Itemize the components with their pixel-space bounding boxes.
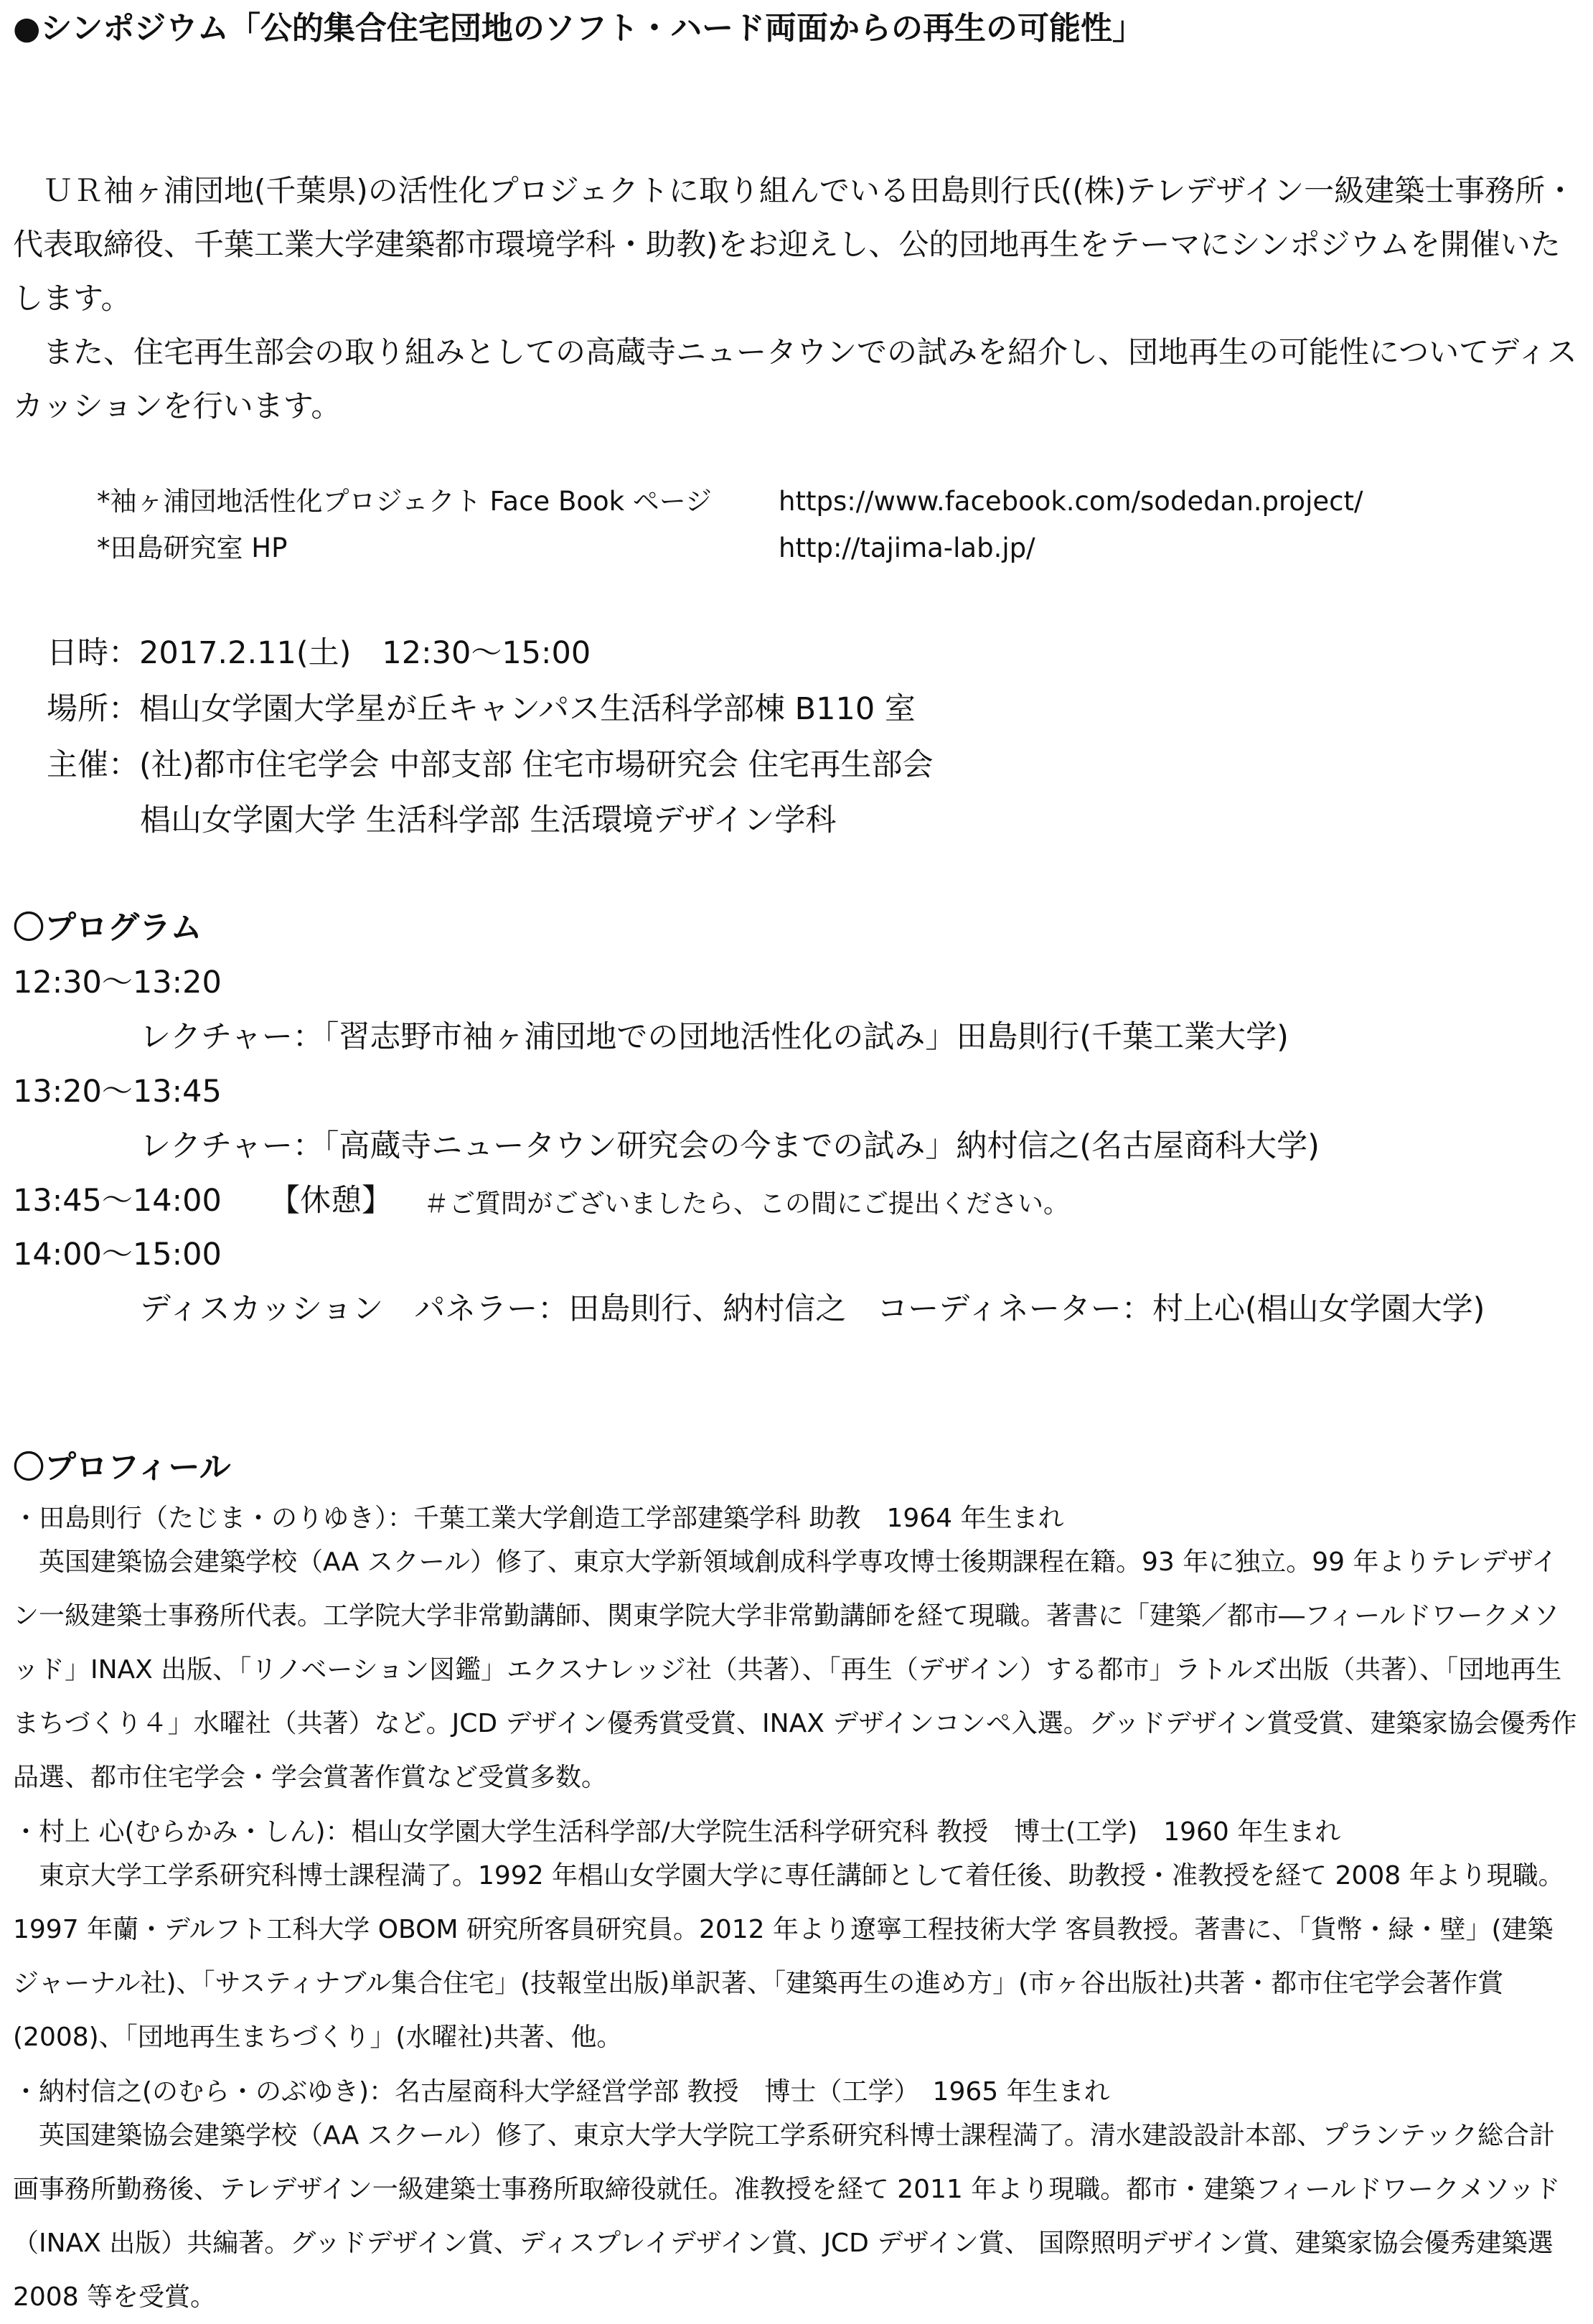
event-organizer: 主催：(社)都市住宅学会 中部支部 住宅市場研究会 住宅再生部会 — [47, 747, 934, 783]
facebook-link-url[interactable]: https://www.facebook.com/sodedan.project/ — [779, 486, 1363, 517]
intro-paragraph-2: また、住宅再生部会の取り組みとしての高蔵寺ニュータウンでの試みを紹介し、団地再生の可能性についてディスカッションを行います。 — [13, 334, 1577, 423]
lab-link-url[interactable]: http://tajima-lab.jp/ — [779, 533, 1035, 563]
lab-link-label: *田島研究室 HP — [97, 533, 288, 563]
program-item-1: レクチャー：「習志野市袖ヶ浦団地での団地活性化の試み」田島則行(千葉工業大学) — [140, 1019, 1289, 1055]
profile-1-body: 英国建築協会建築学校（AA スクール）修了、東京大学新領域創成科学専攻博士後期課程在籍。93 年に独立。99 年よりテレデザイン一級建築士事務所代表。工学院大学非常勤講師、関東学院大学非常勤講師を経て現職。著書に「建築／都市―フィールドワークメソッド」INAX 出版、「リノベーション図鑑」エクスナレッジ社（共著）、「再生（デザイン）する都市」ラトルズ出版（共著）、「団地再生まちづくり４」水曜社（共著）など。JCD デザイン優秀賞受賞、INAX デザインコンペ入選。グッドデザイン賞受賞、建築家協会優秀作品選、都市住宅学会・学会賞著作賞など受賞多数。 — [13, 1547, 1577, 1792]
program-time-1: 12:30～13:20 — [13, 965, 222, 1001]
profile-2-header: ・村上 心(むらかみ・しん)：椙山女学園大学生活科学部/大学院生活科学研究科 教授 博士(工学) 1960 年生まれ — [13, 1817, 1341, 1847]
event-date: 日時：2017.2.11(土) 12:30～15:00 — [47, 635, 591, 671]
program-item-2: レクチャー：「高蔵寺ニュータウン研究会の今までの試み」納村信之(名古屋商科大学) — [140, 1128, 1320, 1164]
event-place: 場所：椙山女学園大学星が丘キャンパス生活科学部棟 B110 室 — [47, 691, 916, 727]
intro-paragraph-1: ＵＲ袖ヶ浦団地(千葉県)の活性化プロジェクトに取り組んでいる田島則行氏((株)テレデザイン一級建築士事務所・代表取締役、千葉工業大学建築都市環境学科・助教)をお迎えし、公的団地再生をテーマにシンポジウムを開催いたします。 — [13, 173, 1576, 316]
profile-3-header: ・納村信之(のむら・のぶゆき)：名古屋商科大学経営学部 教授 博士（工学） 1965 年生まれ — [13, 2077, 1110, 2107]
profile-2-body: 東京大学工学系研究科博士課程満了。1992 年椙山女学園大学に専任講師として着任後、助教授・准教授を経て 2008 年より現職。1997 年蘭・デルフト工科大学 OBOM 研究所客員研究員。2012 年より遼寧工程技術大学 客員教授。著書に、「貨幣・緑・壁」(建築ジャーナル社)、「サスティナブル集合住宅」(技報堂出版)単訳著、「建築再生の進め方」(市ヶ谷出版社)共著・都市住宅学会著作賞(2008)、「団地再生まちづくり」(水曜社)共著、他。 — [13, 1861, 1564, 2052]
program-time-2: 13:20～13:45 — [13, 1074, 222, 1110]
event-organizer-2: 椙山女学園大学 生活科学部 生活環境デザイン学科 — [140, 802, 837, 838]
program-heading: 〇プログラム — [13, 909, 202, 946]
program-break-label: 【休憩】 — [269, 1183, 393, 1219]
program-time-4: 14:00～15:00 — [13, 1237, 222, 1273]
profile-3-body: 英国建築協会建築学校（AA スクール）修了、東京大学大学院工学系研究科博士課程満了。清水建設設計本部、プランテック総合計画事務所勤務後、テレデザイン一級建築士事務所取締役就任。准教授を経て 2011 年より現職。都市・建築フィールドワークメソッド（INAX 出版）共編著。グッドデザイン賞、ディスプレイデザイン賞、JCD デザイン賞、 国際照明デザイン賞、建築家協会優秀建築選 2008 等を受賞。 — [13, 2121, 1561, 2312]
facebook-link-label: *袖ヶ浦団地活性化プロジェクト Face Book ページ — [97, 486, 713, 517]
program-item-4: ディスカッション パネラー：田島則行、納村信之 コーディネーター：村上心(椙山女学園大学) — [140, 1291, 1485, 1327]
program-time-3: 13:45～14:00 — [13, 1183, 222, 1219]
profile-heading: 〇プロフィール — [13, 1449, 231, 1486]
program-break-note: ＃ご質問がございましたら、この間にご提出ください。 — [423, 1189, 1070, 1219]
document-title: ●シンポジウム「公的集合住宅団地のソフト・ハード両面からの再生の可能性」 — [13, 10, 1144, 47]
profile-1-header: ・田島則行（たじま・のりゆき）：千葉工業大学創造工学部建築学科 助教 1964 年生まれ — [13, 1504, 1064, 1533]
